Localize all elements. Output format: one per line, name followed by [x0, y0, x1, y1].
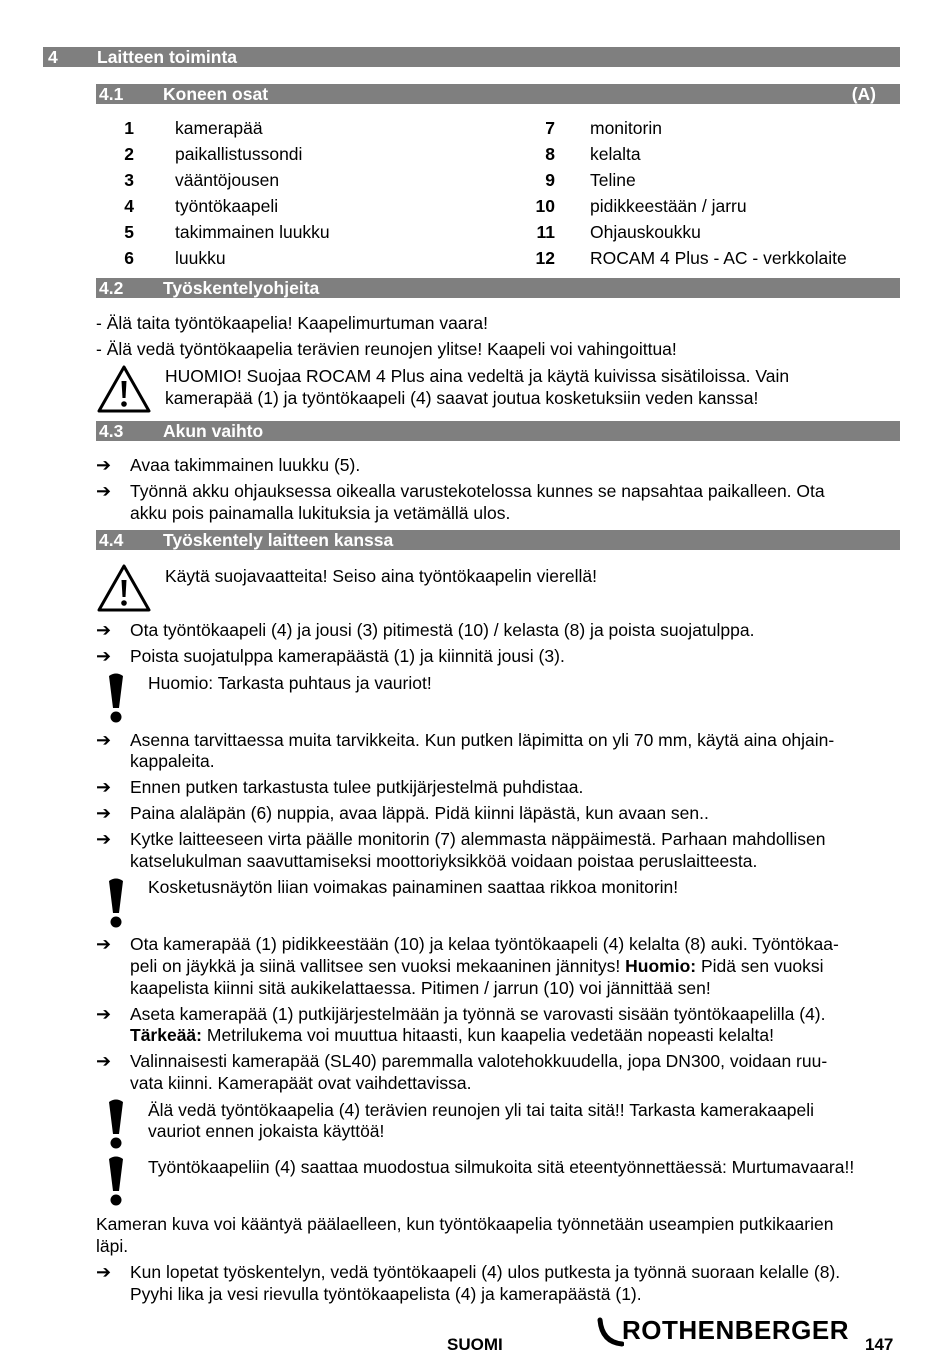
step-text-part: Pidä sen vuoksi [700, 956, 824, 976]
step-text-part: peli on jäykkä ja siinä vallitsee sen vuoksi mekaaninen jännitys! [130, 956, 621, 976]
section-title: Akun vaihto [163, 421, 264, 441]
arrow-right-icon: ➔ [96, 481, 112, 501]
note-text: Kosketusnäytön liian voimakas painaminen saattaa rikkoa monitorin! [148, 877, 679, 897]
part-label: Ohjauskoukku [590, 222, 701, 242]
step-text: Asenna tarvittaessa muita tarvikkeita. Kun putken läpimitta on yli 70 mm, käytä aina ohjain- [130, 730, 835, 750]
section-4-1-header [96, 84, 900, 104]
step-text: Aseta kamerapää (1) putkijärjestelmään ja työnnä se varovasti sisään työntökaapelilla (4). [130, 1004, 826, 1024]
part-label: paikallistussondi [175, 144, 303, 164]
part-number: 3 [124, 170, 134, 190]
part-number: 1 [124, 118, 134, 138]
part-number: 2 [124, 144, 134, 164]
arrow-right-icon: ➔ [96, 455, 112, 475]
warning-text: HUOMIO! Suojaa ROCAM 4 Plus aina vedeltä ja käytä kuivissa sisätiloissa. Vain [165, 366, 790, 386]
step-text: vata kiinni. Kamerapäät ovat vaihdettavissa. [130, 1073, 472, 1093]
footer-language: SUOMI [447, 1335, 503, 1354]
arrow-right-icon: ➔ [96, 620, 112, 640]
section-title: Koneen osat [163, 84, 269, 104]
step-text: Kytke laitteeseen virta päälle monitorin (7) alemmasta näppäimestä. Parhaan mahdollisen [130, 829, 826, 849]
step-text: Valinnaisesti kamerapää (SL40) paremmalla valotehokkuudella, jopa DN300, voidaan ruu- [130, 1051, 828, 1071]
paragraph-text: Kameran kuva voi kääntyä päälaelleen, kun työntökaapelia työnnetään useampien putkikaarien [96, 1214, 834, 1234]
part-number: 10 [535, 196, 555, 216]
part-number: 6 [124, 248, 134, 268]
arrow-right-icon: ➔ [96, 730, 112, 750]
arrow-right-icon: ➔ [96, 646, 112, 666]
step-text: kappaleita. [130, 751, 215, 771]
step-text: Kun lopetat työskentelyn, vedä työntökaapeli (4) ulos putkesta ja työnnä suoraan kelalle (8). [130, 1262, 841, 1282]
exclamation-icon [106, 1098, 126, 1150]
part-label: takimmainen luukku [175, 222, 330, 242]
warning-text: kamerapää (1) ja työntökaapeli (4) saavat joutua kosketuksiin veden kanssa! [165, 388, 759, 408]
part-label: Teline [590, 170, 636, 190]
step-text: Työnnä akku ohjauksessa oikealla varustekotelossa kunnes se napsahtaa paikalleen. Ota [130, 481, 825, 501]
section-number: 4.2 [99, 278, 124, 298]
part-number: 4 [124, 196, 134, 216]
section-4-3-header [96, 421, 900, 441]
arrow-right-icon: ➔ [96, 1051, 112, 1071]
part-number: 7 [545, 118, 555, 138]
part-label: monitorin [590, 118, 662, 138]
arrow-right-icon: ➔ [96, 1262, 112, 1282]
step-text: katselukulman saavuttamiseksi moottoriyksikköä voidaan poistaa peruslaitteesta. [130, 851, 758, 871]
part-label: kamerapää [175, 118, 263, 138]
part-label: ROCAM 4 Plus - AC - verkkolaite [590, 248, 847, 268]
part-label: pidikkeestään / jarru [590, 196, 747, 216]
part-label: luukku [175, 248, 226, 268]
step-text-part: Metrilukema voi muuttua hitaasti, kun kaapelia vedetään nopeasti kelalta! [206, 1025, 775, 1045]
section-4-4-header [96, 530, 900, 550]
step-text: Ota työntökaapeli (4) ja jousi (3) pitimestä (10) / kelasta (8) ja poista suojatulppa. [130, 620, 755, 640]
part-number: 9 [545, 170, 555, 190]
warning-triangle-icon [96, 563, 152, 613]
section-number: 4.4 [99, 530, 124, 550]
arrow-right-icon: ➔ [96, 1004, 112, 1024]
page-number: 147 [865, 1335, 894, 1354]
step-text: Avaa takimmainen luukku (5). [130, 455, 361, 475]
instruction-line: - Älä taita työntökaapelia! Kaapelimurtuman vaara! [96, 313, 489, 333]
note-text: vauriot ennen jokaista käyttöä! [148, 1121, 385, 1141]
section-title: Laitteen toiminta [97, 47, 238, 67]
paragraph-text: läpi. [96, 1236, 129, 1256]
part-label: kelalta [590, 144, 641, 164]
step-text: Ennen putken tarkastusta tulee putkijärjestelmä puhdistaa. [130, 777, 584, 797]
arrow-right-icon: ➔ [96, 934, 112, 954]
section-title: Työskentelyohjeita [163, 278, 320, 298]
part-number: 11 [536, 222, 555, 242]
brand-name: ROTHENBERGER [622, 1315, 850, 1345]
step-text: kaapelista kiinni sitä aukikelattaessa. Pitimen / jarrun (10) voi jännittää sen! [130, 978, 711, 998]
warning-triangle-icon [96, 364, 152, 414]
step-text: Paina alaläpän (6) nuppia, avaa läppä. Pidä kiinni läpästä, kun avaan sen.. [130, 803, 709, 823]
part-number: 5 [124, 222, 134, 242]
warning-text: Käytä suojavaatteita! Seiso aina työntökaapelin vierellä! [165, 566, 597, 586]
arrow-right-icon: ➔ [96, 803, 112, 823]
note-text: Työntökaapeliin (4) saattaa muodostua silmukoita sitä eteentyönnettäessä: Murtumavaara!! [148, 1157, 855, 1177]
figure-reference: (A) [851, 84, 876, 104]
section-title: Työskentely laitteen kanssa [163, 530, 394, 550]
step-text: akku pois painamalla lukituksia ja vetämällä ulos. [130, 503, 511, 523]
part-number: 8 [545, 144, 555, 164]
part-number: 12 [535, 248, 555, 268]
brand-logo [596, 1312, 850, 1352]
section-4-header [43, 47, 900, 67]
emphasis-label: Tärkeää: [130, 1025, 202, 1045]
note-text: Älä vedä työntökaapelia (4) terävien reunojen yli tai taita sitä!! Tarkasta kamerakaapeli [148, 1100, 815, 1120]
part-label: työntökaapeli [175, 196, 279, 216]
arrow-right-icon: ➔ [96, 777, 112, 797]
emphasis-label: Huomio: [625, 956, 697, 976]
step-text: Ota kamerapää (1) pidikkeestään (10) ja kelaa työntökaapeli (4) kelalta (8) auki. Työntökaa- [130, 934, 839, 954]
arrow-right-icon: ➔ [96, 829, 112, 849]
instruction-line: - Älä vedä työntökaapelia terävien reunojen ylitse! Kaapeli voi vahingoittua! [96, 339, 677, 359]
section-number: 4 [48, 47, 58, 67]
section-4-2-header [96, 278, 900, 298]
exclamation-icon [106, 1155, 126, 1207]
section-number: 4.3 [99, 421, 124, 441]
step-text [130, 956, 824, 978]
brand-swoosh-icon [596, 1316, 624, 1348]
exclamation-icon [106, 877, 126, 929]
part-label: vääntöjousen [175, 170, 280, 190]
exclamation-icon [106, 672, 126, 724]
step-text: Pyyhi lika ja vesi rievulla työntökaapelista (4) ja kamerapäästä (1). [130, 1284, 642, 1304]
step-text: Poista suojatulppa kamerapäästä (1) ja kiinnitä jousi (3). [130, 646, 565, 666]
step-text [130, 1025, 774, 1047]
note-text: Huomio: Tarkasta puhtaus ja vauriot! [148, 673, 432, 693]
section-number: 4.1 [99, 84, 124, 104]
